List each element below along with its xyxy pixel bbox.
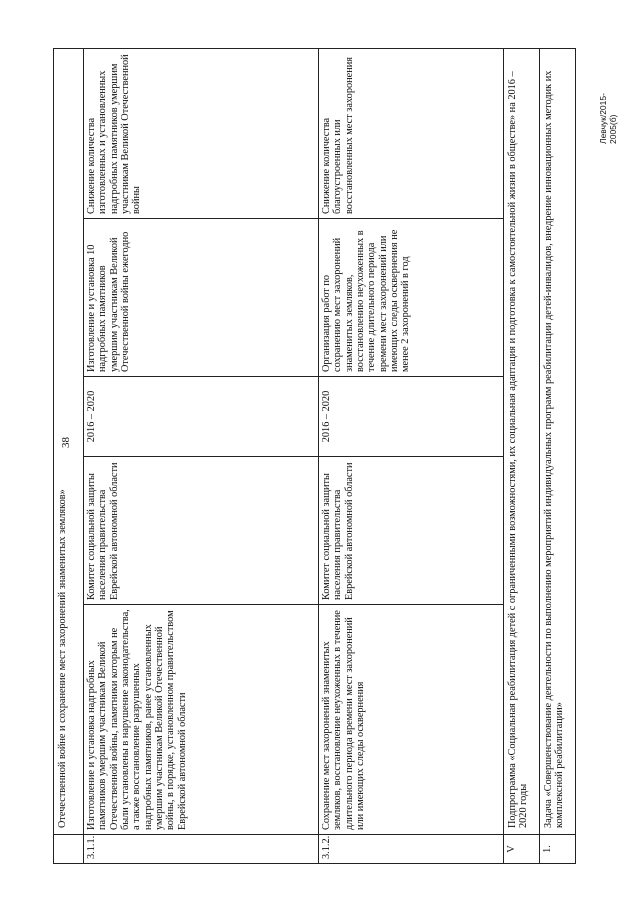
rotated-table-container	[53, 49, 575, 864]
executor: Комитет социальной защиты населения правительства Еврейской автономной области	[319, 457, 504, 605]
row-number: 3.1.1.	[84, 835, 319, 864]
measure-name: Сохранение мест захоронений знаменитых земляков, восстановление неухоженных в течение длительного периода времени мест захоронений или имеющих следы осквернения	[319, 605, 504, 835]
table-row	[84, 49, 319, 864]
expected-result: Организация работ по сохранению мест захоронений знаменитых земляков, восстановлению неухоженных в течение длительного периода времени мест захоронений или имеющих следы осквернения не менее 2 захоронений в год	[319, 219, 504, 377]
subprogram-number: V	[504, 835, 540, 864]
period: 2016 – 2020	[84, 377, 319, 457]
task-number: 1.	[540, 835, 576, 864]
consequence: Снижение количества изготовленных и установленных надгробных памятников умершим участникам Великой Отечественной войны	[84, 49, 319, 219]
task-text: Задача «Совершенствование деятельности по выполнению мероприятий индивидуальных программ реабилитации детей-инвалидов, внедрение инновационных методик их комплексной реабилитации»	[540, 49, 576, 835]
row-number: 3.1.2.	[319, 835, 504, 864]
subprogram-text: Подпрограмма «Социальная реабилитация детей с ограниченными возможностями, их социальная адаптация и подготовка к самостоятельной жизни в обществе» на 2016 – 2020 годы	[504, 49, 540, 835]
executor: Комитет социальной защиты населения правительства Еврейской автономной области	[84, 457, 319, 605]
measures-table	[53, 48, 576, 864]
header-row	[54, 49, 84, 864]
measure-name: Изготовление и установка надгробных памятников умершим участникам Великой Отечественной войны, памятники которым не были установлены в нарушение законодательства, а также восстановление разрушенных надгробных памятников, ранее установленных умершим участникам Великой Отечественной войны, в порядке, установленном правительством Еврейской автономной области	[84, 605, 319, 835]
consequence: Снижение количества благоустроенных или восстановленных мест захоронения	[319, 49, 504, 219]
table-row	[319, 49, 504, 864]
footer-code: Левчук/2015-2005(б)	[598, 93, 618, 144]
header-text: Отечественной войне и сохранение мест захоронений знаменитых земляков»	[54, 49, 84, 835]
subprogram-row	[504, 49, 540, 864]
page-number: 38	[60, 437, 72, 448]
expected-result: Изготовление и установка 10 надгробных памятников умершим участникам Великой Отечественной войны ежегодно	[84, 219, 319, 377]
header-num-cell	[54, 835, 84, 864]
task-row	[540, 49, 576, 864]
period: 2016 – 2020	[319, 377, 504, 457]
